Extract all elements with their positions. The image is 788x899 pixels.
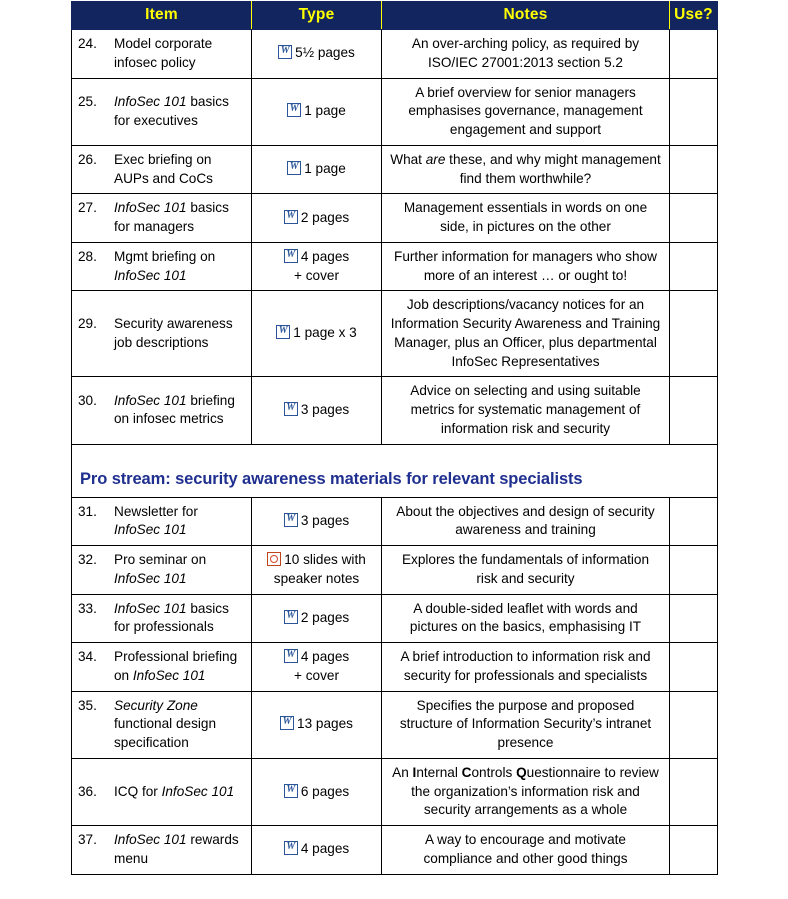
type-cell <box>252 78 382 145</box>
type-line-primary <box>287 160 346 179</box>
item-number: 24. <box>78 36 97 51</box>
use-checkbox-cell[interactable] <box>670 826 718 875</box>
notes-cell: Specifies the purpose and proposed structure of Information Security’s intranet presence <box>382 691 670 758</box>
item-number: 31. <box>78 503 97 519</box>
item-cell <box>72 242 252 291</box>
item-cell <box>72 30 252 79</box>
table-row <box>72 691 718 758</box>
use-checkbox-cell[interactable] <box>670 643 718 692</box>
type-label: 10 slides with <box>284 552 366 567</box>
type-label-secondary: + cover <box>294 267 339 283</box>
type-label: 6 pages <box>300 783 350 799</box>
item-title: InfoSec 101 basics for professionals <box>114 600 229 635</box>
item-title: Exec briefing on AUPs and CoCs <box>114 151 213 186</box>
word-icon <box>284 249 298 263</box>
type-line-primary <box>284 783 349 802</box>
table-row <box>72 78 718 145</box>
item-cell <box>72 691 252 758</box>
word-icon <box>284 784 298 798</box>
notes-cell: Management essentials in words on one side, in pictures on the other <box>382 194 670 243</box>
table-header <box>72 2 718 30</box>
type-cell <box>252 643 382 692</box>
item-number: 34. <box>78 649 97 664</box>
notes-cell: A double-sided leaflet with words and pictures on the basics, emphasising IT <box>382 594 670 643</box>
type-line-primary <box>267 551 366 570</box>
item-cell <box>72 594 252 643</box>
type-line-primary <box>284 648 349 667</box>
table-row <box>72 643 718 692</box>
type-cell <box>252 546 382 595</box>
item-title: Professional briefing on InfoSec 101 <box>114 649 238 683</box>
item-number: 37. <box>78 832 97 847</box>
use-checkbox-cell[interactable] <box>670 546 718 595</box>
item-title: Security Zone functional design specification <box>114 697 217 750</box>
item-number: 36. <box>78 783 97 799</box>
type-cell <box>252 826 382 875</box>
type-cell <box>252 291 382 377</box>
type-label: 4 pages <box>300 841 350 857</box>
notes-cell: A brief overview for senior managers emphasises governance, management engagement and support <box>382 78 670 145</box>
type-line-primary <box>284 248 349 267</box>
section-title: Pro stream: security awareness materials for relevant specialists <box>80 469 583 488</box>
table-body <box>72 30 718 875</box>
word-icon <box>287 103 301 117</box>
item-cell <box>72 758 252 825</box>
type-line-primary <box>284 609 349 628</box>
item-title: Pro seminar on InfoSec 101 <box>114 552 207 586</box>
word-icon <box>284 649 298 663</box>
word-icon <box>280 716 294 730</box>
item-cell <box>72 291 252 377</box>
item-cell <box>72 826 252 875</box>
item-title: Security awareness job descriptions <box>114 316 233 350</box>
type-line-primary <box>287 102 346 121</box>
type-cell <box>252 691 382 758</box>
item-number: 26. <box>78 151 97 167</box>
type-cell <box>252 377 382 444</box>
use-checkbox-cell[interactable] <box>670 758 718 825</box>
item-title: InfoSec 101 briefing on infosec metrics <box>114 392 235 427</box>
item-number: 30. <box>78 392 97 408</box>
use-checkbox-cell[interactable] <box>670 30 718 79</box>
type-label: 5½ pages <box>295 45 355 61</box>
item-number: 35. <box>78 697 97 713</box>
word-icon <box>276 325 290 339</box>
type-label: 2 pages <box>300 209 350 225</box>
use-checkbox-cell[interactable] <box>670 145 718 194</box>
type-line-primary <box>278 44 355 63</box>
type-label: 4 pages <box>300 649 350 664</box>
table-row <box>72 594 718 643</box>
notes-cell: A way to encourage and motivate compliance and other good things <box>382 826 670 875</box>
item-number: 27. <box>78 200 97 216</box>
item-cell <box>72 497 252 546</box>
word-icon <box>284 610 298 624</box>
type-label-secondary: + cover <box>294 667 339 683</box>
section-header-cell <box>72 444 718 497</box>
type-label: 2 pages <box>300 609 350 625</box>
item-cell <box>72 546 252 595</box>
table-row <box>72 758 718 825</box>
notes-cell: Advice on selecting and using suitable metrics for systematic management of information risk and security <box>382 377 670 444</box>
use-checkbox-cell[interactable] <box>670 594 718 643</box>
item-title: InfoSec 101 basics for executives <box>114 93 229 128</box>
item-number: 33. <box>78 600 97 616</box>
item-title: Newsletter for InfoSec 101 <box>114 503 198 538</box>
type-label: 3 pages <box>300 512 350 528</box>
type-label: 3 pages <box>300 402 350 417</box>
use-checkbox-cell[interactable] <box>670 497 718 546</box>
type-line-primary <box>284 209 349 228</box>
type-cell <box>252 758 382 825</box>
use-checkbox-cell[interactable] <box>670 691 718 758</box>
type-label: 1 page <box>304 161 346 177</box>
item-title: Model corporate infosec policy <box>114 36 213 70</box>
type-cell <box>252 30 382 79</box>
type-line-primary <box>280 715 353 734</box>
table-row <box>72 497 718 546</box>
item-cell <box>72 194 252 243</box>
type-label: 1 page <box>304 103 346 119</box>
awareness-materials-table <box>71 1 718 875</box>
table-row <box>72 242 718 291</box>
item-number: 32. <box>78 552 97 567</box>
word-icon <box>287 161 301 175</box>
type-label: 4 pages <box>300 248 350 264</box>
use-checkbox-cell[interactable] <box>670 377 718 444</box>
word-icon <box>284 402 298 416</box>
item-title: ICQ for InfoSec 101 <box>114 783 235 799</box>
table-row <box>72 145 718 194</box>
type-line-primary <box>284 512 349 531</box>
powerpoint-icon <box>267 552 281 566</box>
notes-cell: An over-arching policy, as required by ISO/IEC 27001:2013 section 5.2 <box>382 30 670 79</box>
column-header-use: Use? <box>670 2 718 30</box>
table-row <box>72 291 718 377</box>
type-label: 13 pages <box>297 716 353 732</box>
table-row <box>72 826 718 875</box>
item-number: 25. <box>78 93 97 109</box>
type-label: 1 page x 3 <box>293 325 357 341</box>
item-cell <box>72 643 252 692</box>
column-header-notes: Notes <box>382 2 670 30</box>
type-label-secondary: speaker notes <box>273 570 360 586</box>
type-cell <box>252 194 382 243</box>
item-title: InfoSec 101 basics for managers <box>114 200 229 234</box>
column-header-type: Type <box>252 2 382 30</box>
item-number: 29. <box>78 316 97 331</box>
use-checkbox-cell[interactable] <box>670 78 718 145</box>
column-header-item: Item <box>72 2 252 30</box>
table-row <box>72 30 718 79</box>
type-cell <box>252 145 382 194</box>
table-row <box>72 194 718 243</box>
notes-cell: Explores the fundamentals of information risk and security <box>382 546 670 595</box>
use-checkbox-cell[interactable] <box>670 242 718 291</box>
notes-cell: What are these, and why might management find them worthwhile? <box>382 145 670 194</box>
item-cell <box>72 78 252 145</box>
word-icon <box>278 45 292 59</box>
type-line-primary <box>276 324 357 343</box>
item-title: InfoSec 101 rewards menu <box>114 832 239 866</box>
word-icon <box>284 210 298 224</box>
type-cell <box>252 497 382 546</box>
section-header-row <box>72 444 718 497</box>
table-row <box>72 377 718 444</box>
notes-cell: Further information for managers who show more of an interest … or ought to! <box>382 242 670 291</box>
word-icon <box>284 513 298 527</box>
item-title: Mgmt briefing on InfoSec 101 <box>114 248 216 283</box>
notes-cell: About the objectives and design of security awareness and training <box>382 497 670 546</box>
item-cell <box>72 145 252 194</box>
table-row <box>72 546 718 595</box>
type-cell <box>252 594 382 643</box>
header-row <box>72 2 718 30</box>
use-checkbox-cell[interactable] <box>670 291 718 377</box>
type-line-primary <box>284 840 349 859</box>
word-icon <box>284 841 298 855</box>
item-cell <box>72 377 252 444</box>
use-checkbox-cell[interactable] <box>670 194 718 243</box>
type-line-primary <box>284 401 349 420</box>
type-cell <box>252 242 382 291</box>
notes-cell: A brief introduction to information risk and security for professionals and specialists <box>382 643 670 692</box>
notes-cell: Job descriptions/vacancy notices for an Information Security Awareness and Training Manager, plus an Officer, plus departmental InfoSec Representatives <box>382 291 670 377</box>
notes-cell: An Internal Controls Questionnaire to review the organization’s information risk and security arrangements as a whole <box>382 758 670 825</box>
item-number: 28. <box>78 248 97 264</box>
